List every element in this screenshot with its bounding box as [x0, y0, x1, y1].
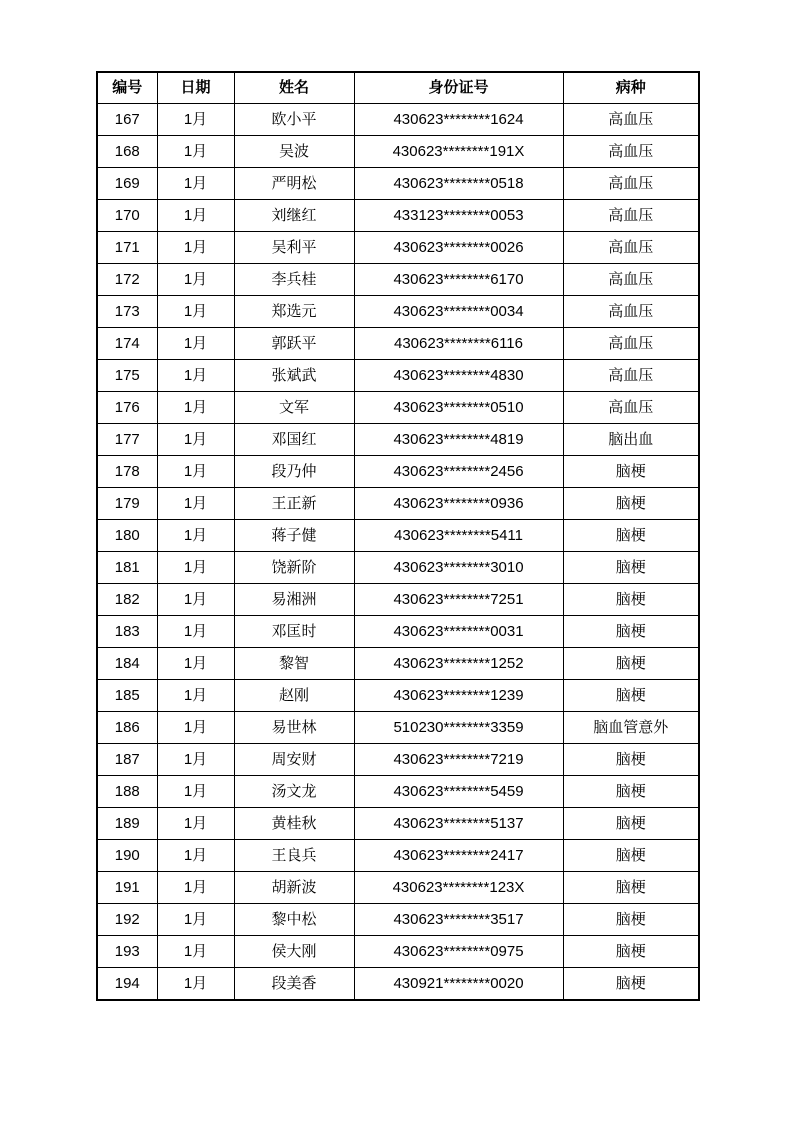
cell-disease: 高血压	[563, 328, 699, 360]
cell-id-number: 430623********2417	[354, 840, 563, 872]
cell-id-number: 430921********0020	[354, 968, 563, 1001]
table-row	[97, 968, 699, 1001]
cell-name: 李兵桂	[234, 264, 354, 296]
cell-serial: 171	[97, 232, 157, 264]
table-row	[97, 744, 699, 776]
cell-disease: 脑梗	[563, 520, 699, 552]
cell-disease: 脑梗	[563, 552, 699, 584]
cell-id-number: 430623********5137	[354, 808, 563, 840]
cell-disease: 脑梗	[563, 616, 699, 648]
table-row	[97, 392, 699, 424]
cell-name: 吴波	[234, 136, 354, 168]
table-row	[97, 648, 699, 680]
table-body	[97, 104, 699, 1001]
table-row	[97, 808, 699, 840]
cell-serial: 189	[97, 808, 157, 840]
cell-serial: 183	[97, 616, 157, 648]
table-row	[97, 840, 699, 872]
column-header-id: 身份证号	[354, 72, 563, 104]
column-header-date: 日期	[157, 72, 234, 104]
table-row	[97, 456, 699, 488]
table-row	[97, 712, 699, 744]
cell-name: 郭跃平	[234, 328, 354, 360]
cell-name: 文军	[234, 392, 354, 424]
cell-disease: 脑梗	[563, 904, 699, 936]
cell-name: 黎智	[234, 648, 354, 680]
cell-disease: 脑梗	[563, 744, 699, 776]
cell-name: 易湘洲	[234, 584, 354, 616]
cell-disease: 脑梗	[563, 936, 699, 968]
cell-disease: 脑梗	[563, 808, 699, 840]
cell-disease: 高血压	[563, 232, 699, 264]
table-row	[97, 328, 699, 360]
cell-name: 周安财	[234, 744, 354, 776]
cell-serial: 168	[97, 136, 157, 168]
cell-disease: 高血压	[563, 360, 699, 392]
cell-disease: 高血压	[563, 168, 699, 200]
cell-serial: 185	[97, 680, 157, 712]
cell-date: 1月	[157, 680, 234, 712]
cell-id-number: 430623********6116	[354, 328, 563, 360]
cell-disease: 脑梗	[563, 776, 699, 808]
cell-serial: 170	[97, 200, 157, 232]
table-row	[97, 424, 699, 456]
patient-table	[96, 71, 700, 1001]
cell-disease: 高血压	[563, 136, 699, 168]
cell-id-number: 430623********1252	[354, 648, 563, 680]
table-row	[97, 200, 699, 232]
table-row	[97, 360, 699, 392]
cell-date: 1月	[157, 296, 234, 328]
cell-disease: 脑血管意外	[563, 712, 699, 744]
cell-serial: 167	[97, 104, 157, 136]
cell-date: 1月	[157, 776, 234, 808]
table-row	[97, 296, 699, 328]
cell-name: 严明松	[234, 168, 354, 200]
cell-name: 吴利平	[234, 232, 354, 264]
table-row	[97, 136, 699, 168]
cell-id-number: 430623********6170	[354, 264, 563, 296]
cell-serial: 179	[97, 488, 157, 520]
cell-disease: 脑出血	[563, 424, 699, 456]
cell-date: 1月	[157, 616, 234, 648]
cell-disease: 脑梗	[563, 840, 699, 872]
cell-serial: 175	[97, 360, 157, 392]
cell-date: 1月	[157, 456, 234, 488]
table-row	[97, 552, 699, 584]
cell-serial: 173	[97, 296, 157, 328]
table-row	[97, 232, 699, 264]
cell-name: 王良兵	[234, 840, 354, 872]
cell-date: 1月	[157, 584, 234, 616]
cell-disease: 高血压	[563, 296, 699, 328]
table-row	[97, 680, 699, 712]
cell-name: 刘继红	[234, 200, 354, 232]
cell-date: 1月	[157, 840, 234, 872]
cell-date: 1月	[157, 968, 234, 1001]
cell-id-number: 430623********1624	[354, 104, 563, 136]
cell-date: 1月	[157, 872, 234, 904]
cell-serial: 172	[97, 264, 157, 296]
cell-name: 王正新	[234, 488, 354, 520]
column-header-name: 姓名	[234, 72, 354, 104]
cell-disease: 脑梗	[563, 488, 699, 520]
cell-serial: 188	[97, 776, 157, 808]
cell-id-number: 430623********0034	[354, 296, 563, 328]
cell-id-number: 430623********191X	[354, 136, 563, 168]
table-row	[97, 904, 699, 936]
cell-disease: 高血压	[563, 200, 699, 232]
table-row	[97, 584, 699, 616]
column-header-disease: 病种	[563, 72, 699, 104]
cell-serial: 193	[97, 936, 157, 968]
cell-serial: 182	[97, 584, 157, 616]
cell-id-number: 430623********4819	[354, 424, 563, 456]
cell-date: 1月	[157, 808, 234, 840]
cell-date: 1月	[157, 712, 234, 744]
table-row	[97, 936, 699, 968]
cell-disease: 高血压	[563, 264, 699, 296]
cell-disease: 高血压	[563, 392, 699, 424]
cell-serial: 192	[97, 904, 157, 936]
cell-disease: 高血压	[563, 104, 699, 136]
cell-date: 1月	[157, 200, 234, 232]
cell-serial: 191	[97, 872, 157, 904]
cell-date: 1月	[157, 744, 234, 776]
cell-serial: 186	[97, 712, 157, 744]
cell-date: 1月	[157, 360, 234, 392]
cell-serial: 174	[97, 328, 157, 360]
cell-date: 1月	[157, 104, 234, 136]
cell-serial: 187	[97, 744, 157, 776]
cell-disease: 脑梗	[563, 456, 699, 488]
cell-id-number: 430623********5459	[354, 776, 563, 808]
cell-date: 1月	[157, 232, 234, 264]
cell-date: 1月	[157, 136, 234, 168]
cell-name: 黎中松	[234, 904, 354, 936]
cell-id-number: 430623********3010	[354, 552, 563, 584]
cell-id-number: 433123********0053	[354, 200, 563, 232]
header-row	[97, 72, 699, 104]
cell-date: 1月	[157, 424, 234, 456]
cell-date: 1月	[157, 392, 234, 424]
cell-serial: 190	[97, 840, 157, 872]
cell-date: 1月	[157, 328, 234, 360]
cell-name: 张斌武	[234, 360, 354, 392]
cell-serial: 181	[97, 552, 157, 584]
cell-serial: 194	[97, 968, 157, 1001]
cell-name: 侯大刚	[234, 936, 354, 968]
cell-serial: 176	[97, 392, 157, 424]
cell-date: 1月	[157, 264, 234, 296]
cell-name: 郑选元	[234, 296, 354, 328]
cell-serial: 178	[97, 456, 157, 488]
cell-name: 易世林	[234, 712, 354, 744]
cell-name: 邓匡时	[234, 616, 354, 648]
table-row	[97, 168, 699, 200]
cell-date: 1月	[157, 168, 234, 200]
cell-serial: 184	[97, 648, 157, 680]
table-row	[97, 104, 699, 136]
cell-name: 邓国红	[234, 424, 354, 456]
cell-id-number: 430623********7219	[354, 744, 563, 776]
cell-name: 黄桂秋	[234, 808, 354, 840]
cell-id-number: 430623********0518	[354, 168, 563, 200]
cell-name: 蒋子健	[234, 520, 354, 552]
cell-name: 赵刚	[234, 680, 354, 712]
table-row	[97, 488, 699, 520]
cell-name: 胡新波	[234, 872, 354, 904]
cell-date: 1月	[157, 520, 234, 552]
table-row	[97, 520, 699, 552]
cell-id-number: 430623********0975	[354, 936, 563, 968]
cell-serial: 177	[97, 424, 157, 456]
cell-id-number: 430623********5411	[354, 520, 563, 552]
cell-name: 段乃仲	[234, 456, 354, 488]
cell-disease: 脑梗	[563, 968, 699, 1001]
cell-disease: 脑梗	[563, 648, 699, 680]
cell-name: 汤文龙	[234, 776, 354, 808]
cell-id-number: 510230********3359	[354, 712, 563, 744]
table-row	[97, 776, 699, 808]
cell-date: 1月	[157, 904, 234, 936]
cell-id-number: 430623********0026	[354, 232, 563, 264]
cell-id-number: 430623********4830	[354, 360, 563, 392]
cell-date: 1月	[157, 552, 234, 584]
cell-serial: 169	[97, 168, 157, 200]
table-row	[97, 616, 699, 648]
cell-id-number: 430623********3517	[354, 904, 563, 936]
cell-id-number: 430623********7251	[354, 584, 563, 616]
cell-disease: 脑梗	[563, 680, 699, 712]
column-header-serial: 编号	[97, 72, 157, 104]
cell-id-number: 430623********0510	[354, 392, 563, 424]
cell-id-number: 430623********123X	[354, 872, 563, 904]
cell-date: 1月	[157, 488, 234, 520]
cell-id-number: 430623********2456	[354, 456, 563, 488]
cell-id-number: 430623********1239	[354, 680, 563, 712]
cell-name: 欧小平	[234, 104, 354, 136]
cell-disease: 脑梗	[563, 872, 699, 904]
cell-date: 1月	[157, 936, 234, 968]
cell-id-number: 430623********0936	[354, 488, 563, 520]
cell-id-number: 430623********0031	[354, 616, 563, 648]
table-header	[97, 72, 699, 104]
cell-name: 段美香	[234, 968, 354, 1001]
cell-serial: 180	[97, 520, 157, 552]
cell-name: 饶新阶	[234, 552, 354, 584]
table-row	[97, 264, 699, 296]
cell-date: 1月	[157, 648, 234, 680]
table-row	[97, 872, 699, 904]
cell-disease: 脑梗	[563, 584, 699, 616]
